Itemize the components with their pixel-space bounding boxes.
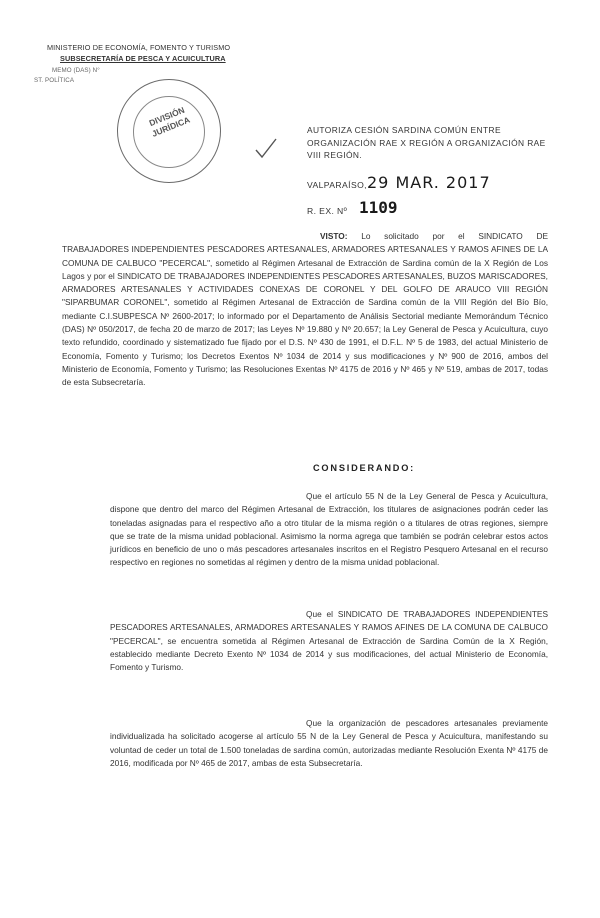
resolution-subject: AUTORIZA CESIÓN SARDINA COMÚN ENTRE ORGANIZACIÓN RAE X REGIÓN A ORGANIZACIÓN RAE VIII REGIÓN. <box>307 125 546 160</box>
place-label: VALPARAÍSO, <box>307 180 367 190</box>
considerando-paragraph-1: Que el artículo 55 N de la Ley General de Pesca y Acuicultura, dispone que dentro del marco del Régimen Artesanal de Extracción, los titulares de asignaciones podrán ceder las toneladas asignadas para el respectivo año a otro titular de la misma región o a titulares de otras regiones, siempre que se trate de la misma unidad poblacional. Asimismo la norma agrega que también se podrán celebrar estos actos jurídicos en beneficio de uno o más pescadores artesanales inscritos en el Registro Pesquero Artesanal en el recurso respectivo en regiones no sometidas al régimen y dentro de la misma unidad poblacional. <box>110 491 548 568</box>
considerando-paragraph-2: Que el SINDICATO DE TRABAJADORES INDEPENDIENTES PESCADORES ARTESANALES, ARMADORES ARTESANALES Y RAMOS AFINES DE LA COMUNA DE CALBUCO "PECERCAL", se encuentra sometida al Régimen Artesanal de Extracción de Sardina Común de la X Región, establecido mediante Decreto Exento Nº 1034 de 2014 y sus modificaciones, del actual Ministerio de Economía, Fomento y Turismo. <box>110 609 548 673</box>
visto-lead: VISTO: <box>320 231 348 241</box>
considerando-heading: CONSIDERANDO: <box>313 463 416 473</box>
letterhead-memo: MEMO (DAS) N° <box>52 67 100 74</box>
considerando-paragraph-3: Que la organización de pescadores artesanales previamente individualizada ha solicitado acogerse al artículo 55 N de la Ley General de Pesca y Acuicultura, manifestando su voluntad de ceder un total de 1.500 toneladas de sardina común, autorizadas mediante Resolución Exenta Nº 4175 de 2016, modificada por Nº 465 de 2017, ambas de esta Subsecretaría. <box>110 718 548 768</box>
resolution-date: 29 MAR. 2017 <box>367 173 491 192</box>
resolution-number: 1109 <box>359 198 398 217</box>
letterhead-politica: ST. POLÍTICA <box>34 77 75 84</box>
letterhead-ministry: MINISTERIO DE ECONOMÍA, FOMENTO Y TURISMO <box>47 43 231 52</box>
stamp-label: DIVISIÓN JURÍDICA <box>147 104 192 139</box>
visto-text: Lo solicitado por el SINDICATO DE TRABAJADORES INDEPENDIENTES PESCADORES ARTESANALES, ARMADORES ARTESANALES Y RAMOS AFINES DE LA COMUNA DE CALBUCO "PECERCAL", sometido al Régimen Artesanal de Extracción de Sardina común de la X Región de Los Lagos y por el SINDICATO DE TRABAJADORES INDEPENDIENTES PESCADORES ARTESANALES, BUZOS MARISCADORES, ARMADORES ARTESANALES Y ACTIVIDADES CONEXAS DE CORONEL Y DEL GOLFO DE ARAUCO VIII REGIÓN "SIPARBUMAR CORONEL", sometido al Régimen Artesanal de Extracción de Sardina común de la VIII Región del Bío Bío, mediante C.I.SUBPESCA Nº 2600-2017; lo informado por el Departamento de Análisis Sectorial mediante Memorándum Técnico (DAS) Nº 050/2017, de fecha 20 de marzo de 2017; las Leyes Nº 19.880 y Nº 20.657; la Ley General de Pesca y Acuicultura, cuyo texto refundido, coordinado y sistematizado fue fijado por el D.S. Nº 430 de 1991, el D.F.L. Nº 5 de 1983, del actual Ministerio de Economía, Fomento y Turismo; los Decretos Exentos Nº 1034 de 2014 y sus modificaciones y Nº 900 de 2016, ambos del Ministerio de Economía, Fomento y Turismo; las Resoluciones Exentas Nº 4175 de 2016 y Nº 465 y Nº 519, ambas de 2017, todas de esta Subsecretaría. <box>62 231 548 388</box>
rex-label: R. EX. Nº <box>307 206 348 216</box>
visto-paragraph <box>62 230 548 390</box>
letterhead-subsecretaria: SUBSECRETARÍA DE PESCA Y ACUICULTURA <box>60 54 226 63</box>
